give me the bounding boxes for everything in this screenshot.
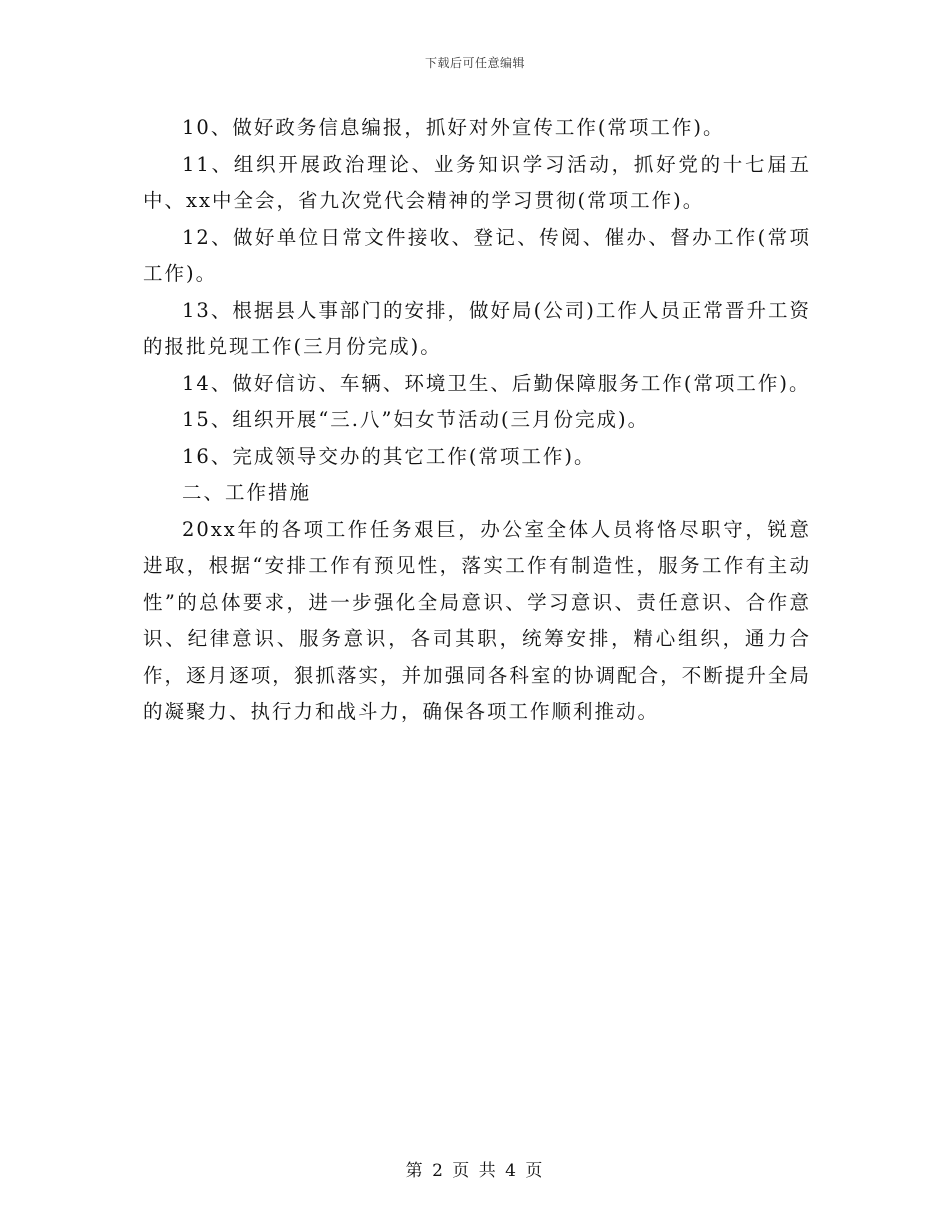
paragraph-measures-body: 20xx年的各项工作任务艰巨，办公室全体人员将恪尽职守，锐意进取，根据“安排工作有预见性，落实工作有制造性，服务工作有主动性”的总体要求，进一步强化全局意识、学习意识、责任意识、合作意识、纪律意识、服务意识，各司其职，统筹安排，精心组织，通力合作，逐月逐项，狠抓落实，并加强同各科室的协调配合，不断提升全局的凝聚力、执行力和战斗力，确保各项工作顺利推动。: [143, 517, 811, 723]
paragraph-item-15: 15、组织开展“三.八”妇女节活动(三月份完成)。: [182, 408, 650, 431]
paragraph-item-14: 14、做好信访、车辆、环境卫生、后勤保障服务工作(常项工作)。: [182, 371, 811, 395]
section-heading-measures: 二、工作措施: [182, 481, 312, 504]
page-header: 下载后可任意编辑: [424, 56, 525, 70]
paragraph-item-10: 10、做好政务信息编报，抓好对外宣传工作(常项工作)。: [182, 116, 725, 139]
paragraph-item-13: 13、根据县人事部门的安排，做好局(公司)工作人员正常晋升工资的报批兑现工作(三月份完成)。: [143, 298, 811, 358]
page-number-footer: 第 2 页 共 4 页: [405, 1161, 545, 1181]
document-body: [143, 110, 811, 731]
paragraph-item-16: 16、完成领导交办的其它工作(常项工作)。: [182, 444, 596, 468]
paragraph-item-12: 12、做好单位日常文件接收、登记、传阅、催办、督办工作(常项工作)。: [143, 225, 811, 285]
paragraph-item-11: 11、组织开展政治理论、业务知识学习活动，抓好党的十七届五中、xx中全会，省九次党代会精神的学习贯彻(常项工作)。: [143, 152, 811, 212]
